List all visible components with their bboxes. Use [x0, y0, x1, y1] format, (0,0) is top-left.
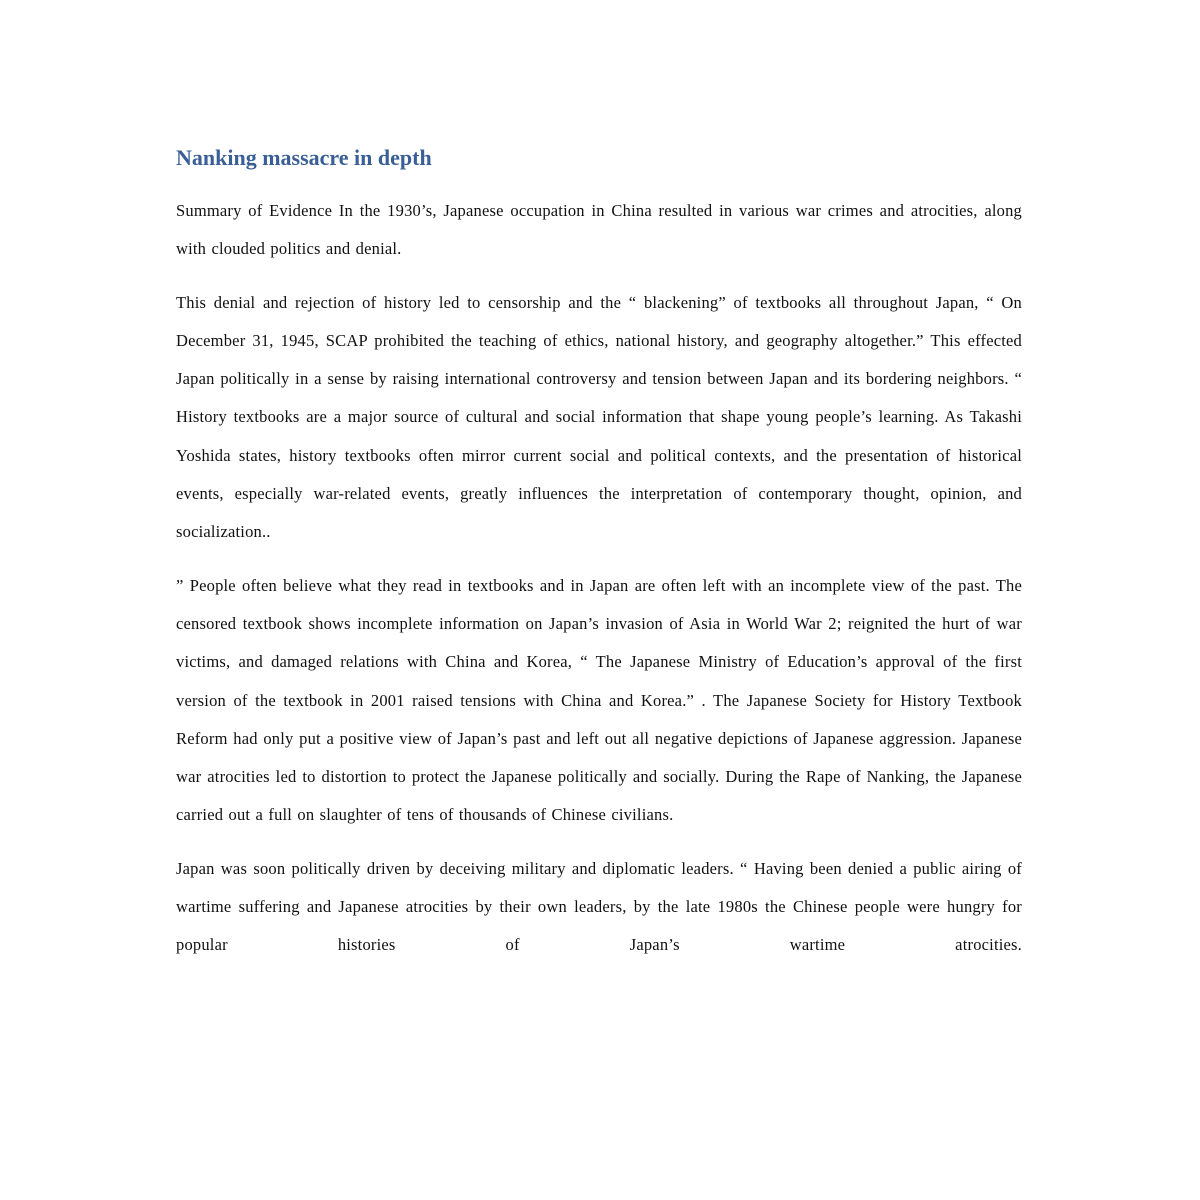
- paragraph-politics: Japan was soon politically driven by deceiving military and diplomatic leaders. “ Having been denied a public airing of wartime suffering and Japanese atrocities by their own leaders, by the late 1980s the Chinese people were hungry for popular histories of Japan’s wartime atrocities.: [176, 858, 1022, 955]
- document-page: [176, 140, 1022, 980]
- paragraph-denial: This denial and rejection of history led to censorship and the “ blackening” of textbooks all throughout Japan, “ On December 31, 1945, SCAP prohibited the teaching of ethics, national history, and geography altogether.” This effected Japan politically in a sense by raising international controversy and tension between Japan and its bordering neighbors. “ History textbooks are a major source of cultural and social information that shape young people’s learning. As Takashi Yoshida states, history textbooks often mirror current social and political contexts, and the presentation of historical events, especially war-related events, greatly influences the interpretation of contemporary thought, opinion, and socialization..: [176, 292, 1022, 542]
- paragraph-textbooks: ” People often believe what they read in textbooks and in Japan are often left with an incomplete view of the past. The censored textbook shows incomplete information on Japan’s invasion of Asia in World War 2; reignited the hurt of war victims, and damaged relations with China and Korea, “ The Japanese Ministry of Education’s approval of the first version of the textbook in 2001 raised tensions with China and Korea.” . The Japanese Society for History Textbook Reform had only put a positive view of Japan’s past and left out all negative depictions of Japanese aggression. Japanese war atrocities led to distortion to protect the Japanese politically and socially. During the Rape of Nanking, the Japanese carried out a full on slaughter of tens of thousands of Chinese civilians.: [176, 575, 1022, 825]
- document-title: Nanking massacre in depth: [176, 145, 432, 170]
- paragraph-summary: Summary of Evidence In the 1930’s, Japanese occupation in China resulted in various war crimes and atrocities, along with clouded politics and denial.: [176, 201, 1022, 259]
